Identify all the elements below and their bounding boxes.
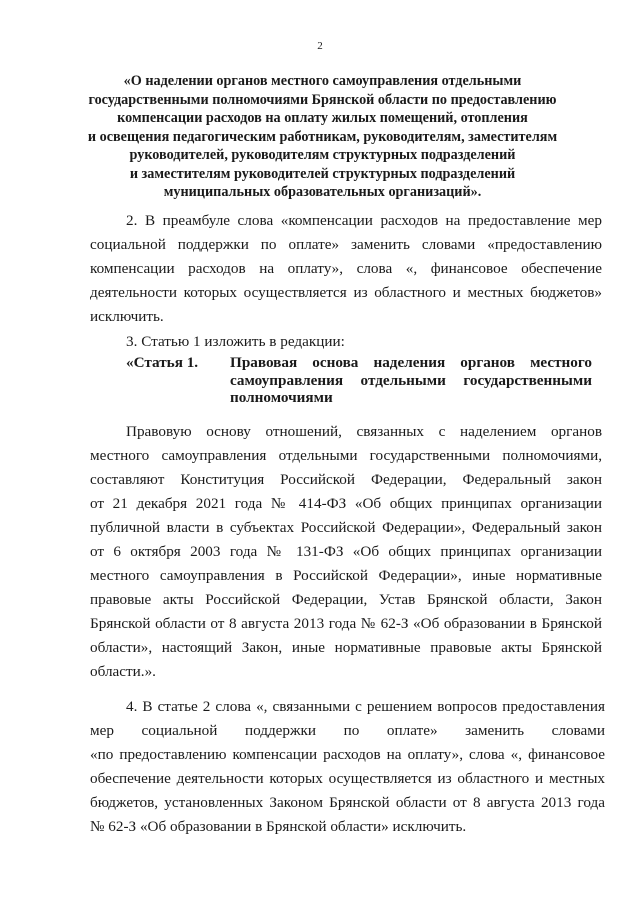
text-line: Правовую основу отношений, связанных с наделением органов bbox=[126, 423, 602, 440]
text-line: обеспечение деятельности которых осуществляется из областного и местных bbox=[90, 770, 605, 787]
text-line: деятельности которых осуществляется из областного и местных бюджетов» bbox=[90, 284, 602, 301]
text-line: от 6 октября 2003 года № 131-ФЗ «Об общих принципах организации bbox=[90, 543, 602, 560]
text-line: области», настоящий Закон, иные нормативные правовые акты Брянской bbox=[90, 639, 602, 656]
text-line: 3. Статью 1 изложить в редакции: bbox=[126, 333, 345, 350]
title-line: муниципальных образовательных организаций». bbox=[163, 184, 482, 200]
paragraph-4 bbox=[90, 695, 605, 839]
text-line: № 62-З «Об образовании в Брянской области» исключить. bbox=[90, 818, 467, 835]
title-line: руководителей, руководителям структурных подразделений bbox=[129, 147, 516, 163]
paragraph-3 bbox=[126, 330, 606, 354]
text-line: области.». bbox=[90, 663, 156, 680]
text-line: от 21 декабря 2021 года № 414-ФЗ «Об общих принципах организации bbox=[90, 495, 602, 512]
text-line: местного самоуправления отдельными государственными полномочиями, bbox=[90, 447, 602, 464]
text-line: местного самоуправления в Российской Федерации», иные нормативные bbox=[90, 567, 602, 584]
title-line: «О наделении органов местного самоуправления отдельными bbox=[123, 73, 522, 89]
text-line: публичной власти в субъектах Российской Федерации», Федеральный закон bbox=[90, 519, 602, 536]
text-line: правовые акты Российской Федерации, Устав Брянской области, Закон bbox=[90, 591, 602, 608]
title-line: и заместителям руководителей структурных подразделений bbox=[129, 165, 516, 182]
text-line: компенсации расходов на оплату», слова «, финансовое обеспечение bbox=[90, 260, 602, 277]
text-line: бюджетов, установленных Законом Брянской области от 8 августа 2013 года bbox=[90, 794, 605, 811]
title-line: компенсации расходов на оплату жилых помещений, отопления bbox=[117, 110, 528, 126]
text-line: мер социальной поддержки по оплате» заменить словами bbox=[90, 722, 605, 739]
text-line: исключить. bbox=[90, 308, 164, 325]
text-line: социальной поддержки по оплате» заменить словами «предоставлению bbox=[90, 236, 602, 253]
law-title bbox=[60, 72, 585, 202]
text-line: 2. В преамбуле слова «компенсации расходов на предоставление мер bbox=[126, 212, 602, 229]
article-heading-line: Правовая основа наделения органов местного bbox=[230, 354, 592, 371]
text-line: «по предоставлению компенсации расходов на оплату», слова «, финансовое bbox=[90, 746, 605, 763]
title-line: государственными полномочиями Брянской области по предоставлению bbox=[88, 91, 557, 108]
legal-basis-paragraph bbox=[90, 420, 602, 684]
text-line: составляют Конституция Российской Федерации, Федеральный закон bbox=[90, 471, 602, 488]
title-line: и освещения педагогическим работникам, руководителям, заместителям bbox=[87, 128, 558, 145]
article-heading-line: полномочиями bbox=[230, 389, 333, 406]
text-line: Брянской области от 8 августа 2013 года № 62-З «Об образовании в Брянской bbox=[90, 615, 602, 632]
article-number: «Статья 1. bbox=[126, 354, 199, 371]
article-heading-line: самоуправления отдельными государственными bbox=[230, 371, 592, 389]
paragraph-2 bbox=[90, 209, 602, 329]
page-number: 2 bbox=[317, 40, 323, 52]
text-line: 4. В статье 2 слова «, связанными с решением вопросов предоставления bbox=[126, 698, 605, 715]
